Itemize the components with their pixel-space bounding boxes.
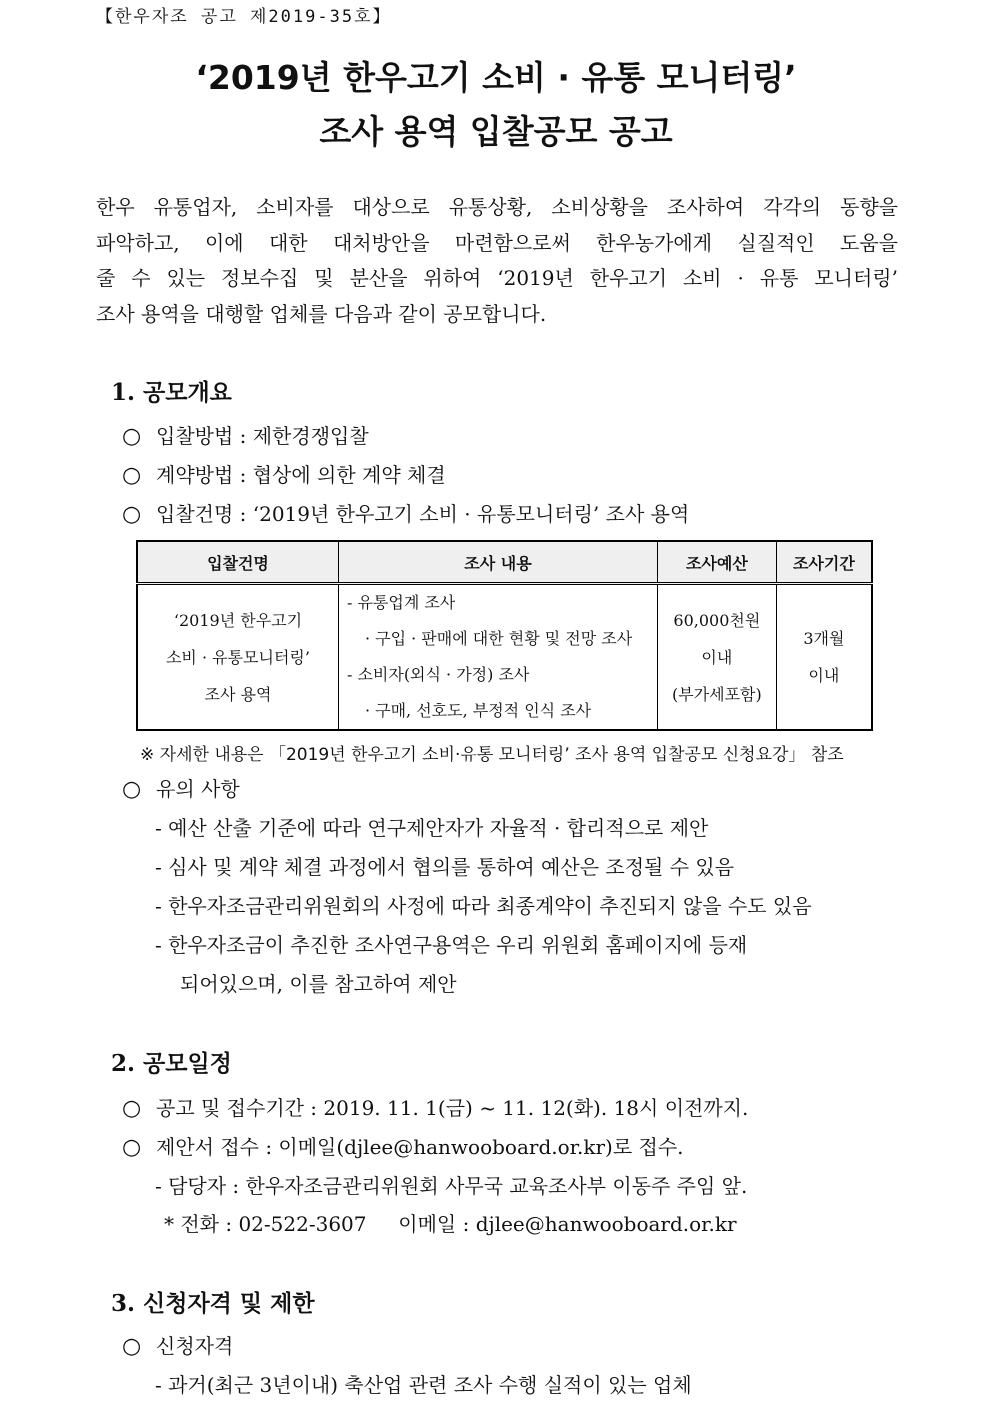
caution-item: 되어있으며, 이를 참고하여 제안 (180, 972, 457, 996)
bid-overview-table (136, 540, 873, 731)
proposal-submission: ○ 제안서 접수 : 이메일(djlee@hanwooboard.or.kr)로 접수. (122, 1131, 684, 1160)
bid-name: ○ 입찰건명 : ‘2019년 한우고기 소비 · 유통모니터링’ 조사 용역 (122, 498, 689, 527)
intro-line: 파악하고, 이에 대한 대처방안을 마련함으로써 한우농가에게 실질적인 도움을 (96, 230, 898, 255)
application-period: ○ 공고 및 접수기간 : 2019. 11. 1(금) ~ 11. 12(화). 18시 이전까지. (122, 1092, 748, 1121)
table-header-row (137, 541, 872, 584)
caution-item: - 예산 산출 기준에 따라 연구제안자가 자율적 · 합리적으로 제안 (155, 816, 709, 840)
intro-line: 조사 용역을 대행할 업체를 다음과 같이 공모합니다. (96, 301, 547, 326)
budget-cell (657, 584, 776, 731)
bid-name-cell (137, 584, 338, 731)
cell-line: · 구매, 선호도, 부정적 인식 조사 (364, 701, 592, 720)
cell-line: 이내 (808, 666, 840, 685)
table-header: 입찰건명 (137, 541, 338, 584)
caution-item: - 한우자조금이 추진한 조사연구용역은 우리 위원회 홈페이지에 등재 (155, 933, 748, 957)
cell-line: 소비 · 유통모니터링’ (165, 647, 310, 667)
cell-line: 60,000천원 (673, 610, 761, 630)
cell-line: 이내 (701, 647, 733, 667)
table-header: 조사기간 (776, 541, 872, 584)
contact-info: * 전화 : 02-522-3607 이메일 : djlee@hanwooboard.or.kr (164, 1212, 737, 1236)
notice-number: 【한우자조 공고 제2019-35호】 (96, 7, 392, 27)
intro-paragraph (96, 190, 898, 332)
table-note: ※ 자세한 내용은 「2019년 한우고기 소비·유통 모니터링’ 조사 용역 입찰공모 신청요강」 참조 (140, 745, 844, 765)
survey-content-cell (338, 584, 657, 731)
table-header: 조사 내용 (338, 541, 657, 584)
section3-heading: 3. 신청자격 및 제한 (111, 1290, 315, 1317)
intro-line: 줄 수 있는 정보수집 및 분산을 위하여 ‘2019년 한우고기 소비 · 유통 모니터링’ (96, 266, 898, 290)
cell-line: 3개월 (803, 629, 845, 648)
cell-line: (부가세포함) (671, 684, 762, 704)
cell-line: 조사 용역 (204, 684, 272, 704)
caution-item: - 한우자조금관리위원회의 사정에 따라 최종계약이 추진되지 않을 수도 있음 (155, 894, 812, 918)
cell-line: - 유통업계 조사 (346, 593, 456, 612)
page-title-line1: ‘2019년 한우고기 소비 · 유통 모니터링’ (195, 58, 797, 97)
table-row (137, 584, 872, 731)
caution-item: - 심사 및 계약 체결 과정에서 협의를 통하여 예산은 조정될 수 있음 (155, 855, 735, 879)
cell-line: - 소비자(외식 · 가정) 조사 (346, 665, 530, 684)
cell-line: ‘2019년 한우고기 (173, 610, 303, 630)
intro-line: 한우 유통업자, 소비자를 대상으로 유통상황, 소비상황을 조사하여 각각의 동향을 (96, 195, 898, 219)
qualification-item: - 과거(최근 3년이내) 축산업 관련 조사 수행 실적이 있는 업체 (155, 1373, 692, 1397)
bid-method: ○ 입찰방법 : 제한경쟁입찰 (122, 420, 369, 449)
contact-person: - 담당자 : 한우자조금관리위원회 사무국 교육조사부 이동주 주임 앞. (155, 1174, 748, 1198)
caution-heading: ○ 유의 사항 (122, 773, 240, 802)
section2-heading: 2. 공모일정 (111, 1050, 232, 1077)
page-title-line2: 조사 용역 입찰공모 공고 (319, 112, 673, 151)
cell-line: · 구입 · 판매에 대한 현황 및 전망 조사 (364, 629, 633, 648)
section1-heading: 1. 공모개요 (111, 379, 232, 406)
qualification-heading: ○ 신청자격 (122, 1330, 233, 1359)
contract-method: ○ 계약방법 : 협상에 의한 계약 체결 (122, 459, 446, 488)
period-cell (776, 584, 872, 731)
table-header: 조사예산 (657, 541, 776, 584)
